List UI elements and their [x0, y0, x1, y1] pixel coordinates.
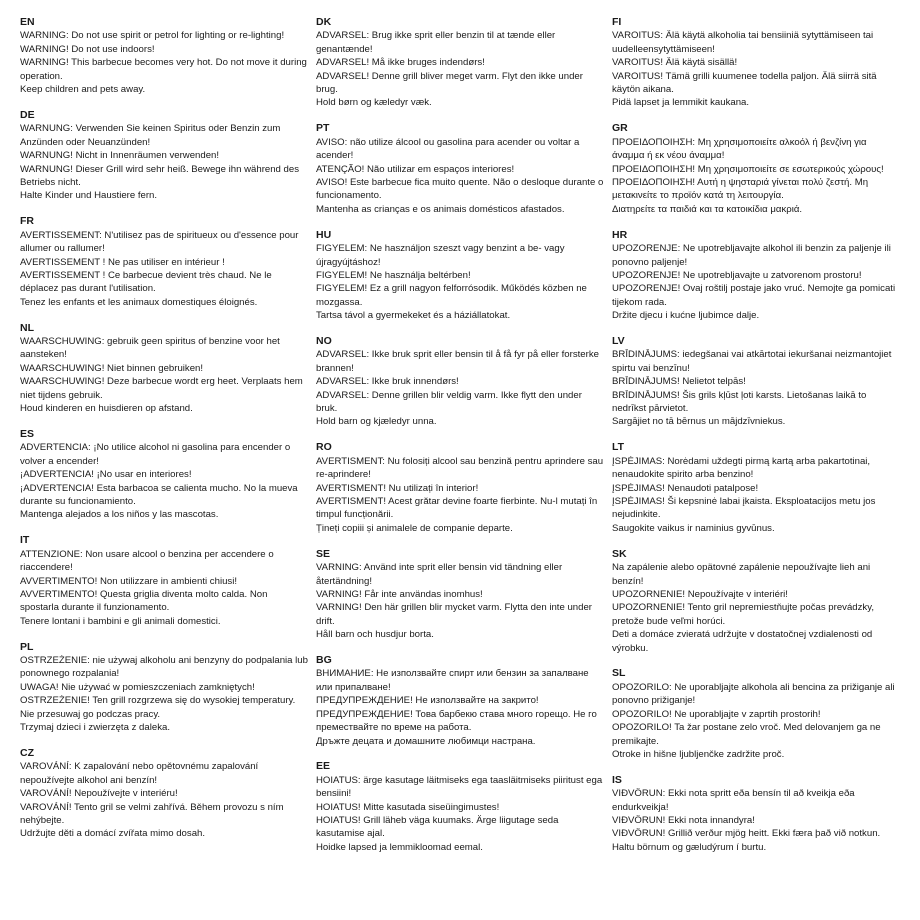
- warning-line: AVERTISSEMENT ! Ce barbecue devient très chaud. Ne le déplacez pas durant l'utilisation.: [20, 269, 272, 295]
- warning-line: AVVERTIMENTO! Questa griglia diventa molto calda. Non spostarla durante il funzionamento.: [20, 588, 268, 614]
- warning-line: VIÐVÖRUN! Grillið verður mjög heitt. Ekki færa það við notkun.: [612, 828, 881, 840]
- warning-line: WARNUNG! Dieser Grill wird sehr heiß. Bewege ihn während des Betriebs nicht.: [20, 163, 300, 188]
- warning-line: Trzymaj dzieci i zwierzęta z daleka.: [20, 722, 170, 734]
- language-code: FI: [612, 16, 622, 28]
- warning-line: OPOZORILO: Ne uporabljajte alkohola ali bencina za prižiganje ali ponovno prižiganje!: [612, 681, 895, 707]
- warning-line: OPOZORILO! Ne uporabljajte v zaprtih prostorih!: [612, 708, 821, 720]
- language-section-ee: [316, 760, 604, 854]
- warning-line: VAROITUS! Tämä grilli kuumenee todella paljon. Älä siirrä sitä käytön aikana.: [612, 70, 877, 96]
- language-section-no: [316, 335, 604, 429]
- warning-line: BRĪDINĀJUMS! Nelietot telpās!: [612, 376, 746, 388]
- language-section-hr: [612, 229, 900, 323]
- warning-line: Udržujte děti a domácí zvířata mimo dosah.: [20, 828, 206, 840]
- warning-line: Houd kinderen en huisdieren op afstand.: [20, 403, 193, 415]
- warning-line: AVERTISSEMENT: N'utilisez pas de spiritueux ou d'essence pour allumer ou rallumer!: [20, 229, 299, 255]
- warning-line: AVERTISMENT! Nu utilizați în interior!: [316, 482, 479, 494]
- warning-line: Tenere lontani i bambini e gli animali domestici.: [20, 615, 221, 627]
- warning-line: HOIATUS: ärge kasutage läitmiseks ega taasläitmiseks piiritust ega bensiini!: [316, 774, 603, 800]
- warning-line: UWAGA! Nie używać w pomieszczeniach zamkniętych!: [20, 681, 255, 693]
- language-column-2: [316, 16, 604, 867]
- warning-line: OSTRZEŻENIE: nie używaj alkoholu ani benzyny do podpalania lub ponownego rozpalania!: [20, 655, 308, 680]
- language-section-nl: [20, 322, 308, 416]
- warning-line: ADVARSEL: Brug ikke sprit eller benzin til at tænde eller genantænde!: [316, 30, 556, 55]
- warning-line: WARNING! This barbecue becomes very hot. Do not move it during operation.: [20, 57, 307, 82]
- warning-line: ATENÇÃO! Não utilizar em espaços interiores!: [316, 163, 515, 175]
- language-section-pt: [316, 122, 604, 216]
- warning-line: WAARSCHUWING! Deze barbecue wordt erg heet. Verplaats hem niet tijdens gebruik.: [20, 376, 303, 401]
- language-code: IS: [612, 773, 622, 786]
- language-code: SK: [612, 547, 627, 560]
- language-section-is: [612, 774, 900, 854]
- warning-line: FIGYELEM! Ez a grill nagyon felforrósodik. Működés közben ne mozgassa.: [316, 283, 587, 308]
- language-section-hu: [316, 229, 604, 323]
- warning-line: Otroke in hišne ljubljenčke zadržite proč.: [612, 748, 785, 760]
- warning-line: UPOZORNENIE! Tento gril nepremiestňujte počas prevádzky, pretože bude veľmi horúci.: [612, 602, 874, 627]
- warning-line: Pidä lapset ja lemmikit kaukana.: [612, 97, 750, 109]
- warning-line: Saugokite vaikus ir naminius gyvūnus.: [612, 522, 775, 534]
- warning-line: UPOZORENJE! Ne upotrebljavajte u zatvorenom prostoru!: [612, 269, 862, 281]
- warning-line: Håll barn och husdjur borta.: [316, 629, 434, 641]
- language-code: LT: [612, 441, 625, 454]
- warning-line: VARNING! Den här grillen blir mycket varm. Flytta den inte under drift.: [316, 602, 593, 627]
- language-column-1: [20, 16, 308, 853]
- warning-line: BRĪDINĀJUMS: iedegšanai vai atkārtotai iekuršanai neizmantojiet spirtu vai benzīnu!: [612, 349, 892, 374]
- language-code: IT: [20, 534, 30, 547]
- language-code: PT: [316, 122, 330, 135]
- warning-line: ĮSPĖJIMAS! Ši kepsninė labai įkaista. Eksploatacijos metu jos nejudinkite.: [612, 496, 876, 521]
- language-code: DE: [20, 108, 35, 121]
- warning-line: Hoidke lapsed ja lemmikloomad eemal.: [316, 841, 483, 853]
- language-code: EN: [20, 16, 35, 28]
- warning-line: AVERTISMENT: Nu folosiți alcool sau benzină pentru aprindere sau re-aprindere!: [316, 455, 604, 481]
- language-section-pl: [20, 641, 308, 735]
- language-code: GR: [612, 122, 628, 135]
- warning-line: VIÐVÖRUN! Ekki nota innandyra!: [612, 815, 755, 827]
- warning-line: Tartsa távol a gyermekeket és a háziállatokat.: [316, 310, 511, 322]
- warning-line: Sargājiet no tā bērnus un mājdzīvniekus.: [612, 416, 786, 428]
- warning-line: VARNING: Använd inte sprit eller bensin vid tändning eller återtändning!: [316, 562, 563, 587]
- language-section-sl: [612, 667, 900, 761]
- language-section-bg: [316, 654, 604, 748]
- warning-line: WARNING! Do not use indoors!: [20, 43, 155, 55]
- warning-line: Țineți copiii și animalele de companie departe.: [316, 522, 513, 534]
- warning-line: VAROVÁNÍ! Nepoužívejte v interiéru!: [20, 788, 178, 800]
- warning-line: Haltu börnum og gæludýrum í burtu.: [612, 841, 767, 853]
- warning-line: AVISO! Este barbecue fica muito quente. Não o desloque durante o funcionamento.: [316, 176, 604, 202]
- language-code: EE: [316, 760, 331, 773]
- warning-line: HOIATUS! Mitte kasutada siseüingimustes!: [316, 801, 500, 813]
- warning-line: UPOZORENJE: Ne upotrebljavajte alkohol ili benzin za paljenje ili ponovno paljenje!: [612, 243, 891, 268]
- warning-line: WAARSCHUWING! Niet binnen gebruiken!: [20, 362, 204, 374]
- warning-line: OPOZORILO! Ta žar postane zelo vroč. Med delovanjem ga ne premikajte.: [612, 722, 881, 747]
- warning-line: WARNUNG: Verwenden Sie keinen Spiritus oder Benzin zum Anzünden oder Neuanzünden!: [20, 123, 281, 148]
- language-code: SE: [316, 547, 331, 560]
- warning-line: WARNUNG! Nicht in Innenräumen verwenden!: [20, 150, 220, 162]
- warning-line: VAROITUS: Älä käytä alkoholia tai bensiiniä sytyttämiseen tai uudelleensytyttämiseen!: [612, 30, 874, 55]
- language-code: PL: [20, 640, 34, 653]
- warning-line: VARNING! Får inte användas inomhus!: [316, 588, 483, 600]
- warning-line: VAROVÁNÍ! Tento gril se velmi zahřívá. Během provozu s ním nehýbejte.: [20, 801, 284, 827]
- warning-line: FIGYELEM! Ne használja beltérben!: [316, 269, 471, 281]
- warning-line: ADVARSEL! Denne grill bliver meget varm. Flyt den ikke under brug.: [316, 70, 583, 96]
- warning-line: Na zapálenie alebo opätovné zapálenie nepoužívajte lieh ani benzín!: [612, 562, 871, 587]
- warning-line: Halte Kinder und Haustiere fern.: [20, 190, 158, 202]
- warning-line: ΠΡΟΕΙΔΟΠΟΙΗΣΗ! Αυτή η ψησταριά γίνεται πολύ ζεστή. Μη μετακινείτε το προϊόν κατά τη λειτουργία.: [612, 176, 869, 202]
- warning-line: Mantenga alejados a los niños y las mascotas.: [20, 509, 219, 521]
- language-code: ES: [20, 427, 35, 440]
- warning-line: VAROITUS! Älä käytä sisällä!: [612, 57, 738, 69]
- warning-line: ATTENZIONE: Non usare alcool o benzina per accendere o riaccendere!: [20, 548, 274, 574]
- language-section-de: [20, 109, 308, 203]
- warning-line: Deti a domáce zvieratá udržujte v dostatočnej vzdialenosti od výrobku.: [612, 629, 873, 654]
- language-code: LV: [612, 335, 625, 348]
- language-section-lv: [612, 335, 900, 429]
- warning-line: Držite djecu i kućne ljubimce dalje.: [612, 310, 760, 322]
- warning-line: UPOZORENJE! Ovaj roštilj postaje jako vruć. Nemojte ga pomicati tijekom rada.: [612, 283, 896, 308]
- language-code: BG: [316, 654, 332, 667]
- warning-line: AVERTISSEMENT ! Ne pas utiliser en intérieur !: [20, 256, 225, 268]
- warning-line: VAROVÁNÍ: K zapalování nebo opětovnému zapalování nepoužívejte alkohol ani benzín!: [20, 761, 259, 786]
- language-section-dk: [316, 16, 604, 110]
- language-section-cz: [20, 747, 308, 841]
- warning-line: ВНИМАНИЕ: Не използвайте спирт или бензин за запалване или припалване!: [316, 668, 589, 693]
- language-section-fr: [20, 215, 308, 309]
- warning-line: BRĪDINĀJUMS! Šis grils kļūst ļoti karsts. Lietošanas laikā to nedrīkst pārvietot.: [612, 389, 867, 415]
- warning-line: AVERTISMENT! Acest grătar devine foarte fierbinte. Nu-l mutați în timpul funcționării.: [316, 496, 598, 521]
- language-code: HR: [612, 228, 628, 241]
- language-section-it: [20, 534, 308, 628]
- warning-line: ĮSPĖJIMAS: Norėdami uždegti pirmą kartą arba pakartotinai, nenaudokite spirito arba benzino!: [612, 455, 871, 481]
- warning-line: AVVERTIMENTO! Non utilizzare in ambienti chiusi!: [20, 575, 238, 587]
- warning-line: ΠΡΟΕΙΔΟΠΟΙΗΣΗ: Μη χρησιμοποιείτε αλκοόλ ή βενζίνη για άναμμα ή εκ νέου άναμμα!: [612, 136, 867, 162]
- warning-line: AVISO: não utilize álcool ou gasolina para acender ou voltar a acender!: [316, 136, 580, 162]
- language-code: HU: [316, 228, 332, 241]
- language-code: DK: [316, 16, 332, 28]
- language-code: RO: [316, 441, 332, 454]
- warning-line: Hold barn og kjæledyr unna.: [316, 416, 437, 428]
- warning-line: ¡ADVERTENCIA! Esta barbacoa se calienta mucho. No la mueva durante su funcionamiento.: [20, 482, 298, 507]
- language-column-3: [612, 16, 900, 867]
- language-code: SL: [612, 667, 626, 680]
- warning-line: WARNING: Do not use spirit or petrol for lighting or re-lighting!: [20, 30, 285, 42]
- warning-line: Mantenha as crianças e os animais domésticos afastados.: [316, 203, 565, 215]
- warning-line: Διατηρείτε τα παιδιά και τα κατοικίδια μακριά.: [612, 203, 803, 215]
- warning-line: VIÐVÖRUN: Ekki nota spritt eða bensín til að kveikja eða endurkveikja!: [612, 788, 855, 813]
- warning-line: Дръжте децата и домашните любимци настрана.: [316, 735, 536, 747]
- language-code: CZ: [20, 747, 34, 759]
- warning-line: ΠΡΟΕΙΔΟΠΟΙΗΣΗ! Μη χρησιμοποιείτε σε εσωτερικούς χώρους!: [612, 163, 884, 175]
- language-code: NO: [316, 335, 332, 348]
- warning-line: UPOZORNENIE! Nepoužívajte v interiéri!: [612, 588, 788, 600]
- language-section-se: [316, 548, 604, 642]
- warning-line: FIGYELEM: Ne használjon szeszt vagy benzint a be- vagy újragyújtáshoz!: [316, 243, 565, 268]
- warning-line: ADVARSEL: Denne grillen blir veldig varm. Ikke flytt den under bruk.: [316, 389, 582, 415]
- warning-line: HOIATUS! Grill läheb väga kuumaks. Ärge liigutage seda kasutamise ajal.: [316, 815, 559, 840]
- language-section-gr: [612, 122, 900, 216]
- warning-line: ĮSPĖJIMAS! Nenaudoti patalpose!: [612, 482, 759, 494]
- warning-line: Keep children and pets away.: [20, 84, 146, 96]
- language-section-lt: [612, 441, 900, 535]
- language-code: NL: [20, 321, 34, 334]
- warning-line: ПРЕДУПРЕЖДЕНИЕ! Не използвайте на закрито!: [316, 695, 539, 707]
- language-section-es: [20, 428, 308, 522]
- language-section-fi: [612, 16, 900, 110]
- warning-line: ADVARSEL: Ikke bruk innendørs!: [316, 376, 459, 388]
- warning-line: ADVERTENCIA: ¡No utilice alcohol ni gasolina para encender o volver a encender!: [20, 442, 291, 467]
- language-section-ro: [316, 441, 604, 535]
- warning-line: ADVARSEL: Ikke bruk sprit eller bensin til å få fyr på eller forsterke brannen!: [316, 349, 599, 374]
- warning-line: Tenez les enfants et les animaux domestiques éloignés.: [20, 296, 258, 308]
- warning-line: WAARSCHUWING: gebruik geen spiritus of benzine voor het aansteken!: [20, 336, 280, 361]
- warning-line: ПРЕДУПРЕЖДЕНИЕ! Това барбекю става много горещо. Не го премествайте по време на работа.: [316, 708, 597, 734]
- language-section-en: [20, 16, 308, 96]
- warning-line: Hold børn og kæledyr væk.: [316, 97, 432, 109]
- warning-line: ADVARSEL! Må ikke bruges indendørs!: [316, 57, 485, 69]
- language-section-sk: [612, 548, 900, 655]
- warning-line: ¡ADVERTENCIA! ¡No usar en interiores!: [20, 469, 192, 481]
- warning-line: OSTRZEŻENIE! Ten grill rozgrzewa się do wysokiej temperatury. Nie przesuwaj go podczas pracy.: [20, 695, 296, 720]
- language-code: FR: [20, 215, 34, 228]
